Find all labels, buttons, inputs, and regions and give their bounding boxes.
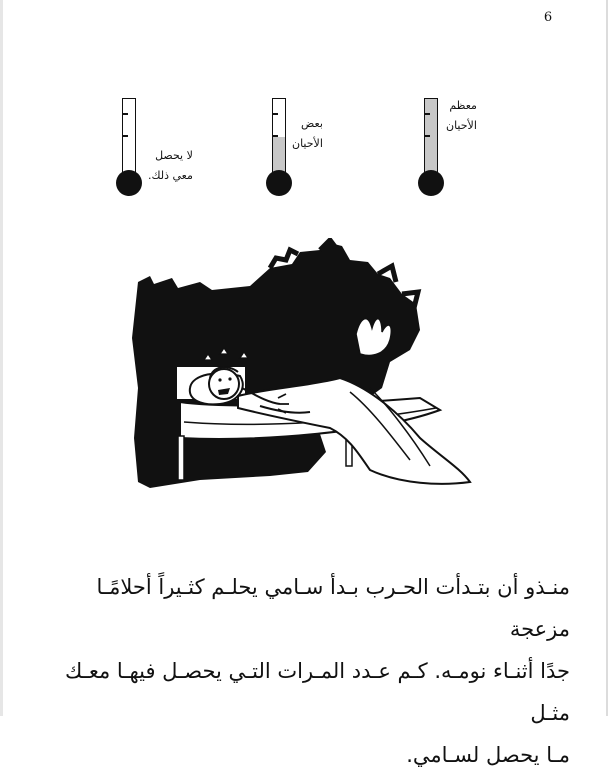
thermometer-tick [425, 113, 430, 115]
bed-leg [178, 436, 184, 480]
gauge-label-line1: لا يحصل [155, 149, 193, 162]
page-number: 6 [543, 10, 553, 25]
story-line: مـا يحصل لسـامي. [406, 743, 570, 767]
thermometer-tube [424, 98, 438, 174]
gauge-label-line2: الأحيان [446, 119, 477, 132]
thermometer-sometimes[interactable] [264, 98, 294, 198]
story-line: جدًا أثنـاء نومـه. كـم عـدد المـرات التـي يحصـل فيهـا معـك مثـل [64, 659, 570, 725]
gauge-label-line2: الأحيان [292, 137, 323, 150]
gauge-label-most [446, 96, 477, 136]
page-left-edge [0, 0, 3, 716]
thermometer-fill [273, 137, 285, 175]
story-line: منـذو أن بتـدأت الحـرب بـدأ سـامي يحلـم كثـيراً أحلامًـا مزعجة [96, 575, 570, 641]
thermometer-tube [272, 98, 286, 174]
nightmare-illustration [120, 238, 476, 502]
boy-eye [218, 378, 221, 381]
gauge-label-line1: بعض [301, 117, 323, 130]
thermometer-tick [273, 135, 278, 137]
thermometer-tick [425, 135, 430, 137]
boy-eye [228, 377, 231, 380]
thermometer-fill [425, 99, 437, 174]
thermometer-tick [123, 135, 128, 137]
thermometer-most-of-the-time[interactable] [416, 98, 446, 198]
gauge-label-line2: معي ذلك. [148, 169, 193, 182]
thermometer-bulb [116, 170, 142, 196]
story-text [40, 566, 570, 776]
gauge-label-never [148, 146, 193, 186]
gauge-label-sometimes [292, 114, 323, 154]
gauge-label-line1: معظم [449, 99, 477, 112]
boy-head [209, 369, 239, 399]
thermometer-tick [123, 113, 128, 115]
thermometer-never[interactable] [114, 98, 144, 198]
thermometer-bulb [266, 170, 292, 196]
thermometer-bulb [418, 170, 444, 196]
thermometer-tick [273, 113, 278, 115]
thermometer-tube [122, 98, 136, 174]
